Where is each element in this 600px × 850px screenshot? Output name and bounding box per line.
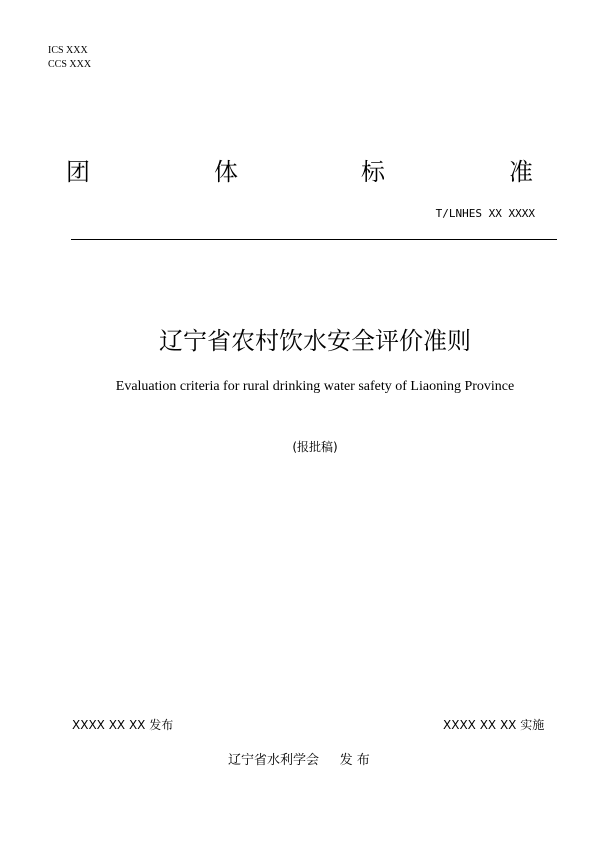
header-divider bbox=[71, 239, 557, 240]
ics-code: ICS XXX bbox=[48, 45, 88, 56]
document-title-english: Evaluation criteria for rural drinking water safety of Liaoning Province bbox=[115, 379, 515, 394]
ccs-code: CCS XXX bbox=[48, 59, 92, 70]
document-title: 辽宁省农村饮水安全评价准则 bbox=[159, 327, 471, 355]
standard-type-char-2: 体 bbox=[214, 158, 238, 186]
draft-status: (报批稿) bbox=[292, 440, 338, 454]
standard-number: T/LNHES XX XXXX bbox=[435, 207, 535, 220]
standard-type-heading bbox=[0, 158, 600, 188]
standard-type-char-4: 准 bbox=[509, 158, 533, 186]
publish-date: XXXX XX XX 发布 bbox=[72, 718, 174, 732]
implement-date: XXXX XX XX 实施 bbox=[443, 718, 545, 732]
publisher: 辽宁省水利学会 发 布 bbox=[228, 753, 370, 768]
standard-type-char-1: 团 bbox=[66, 158, 90, 186]
classification-codes bbox=[48, 44, 91, 72]
standard-type-char-3: 标 bbox=[361, 158, 385, 186]
